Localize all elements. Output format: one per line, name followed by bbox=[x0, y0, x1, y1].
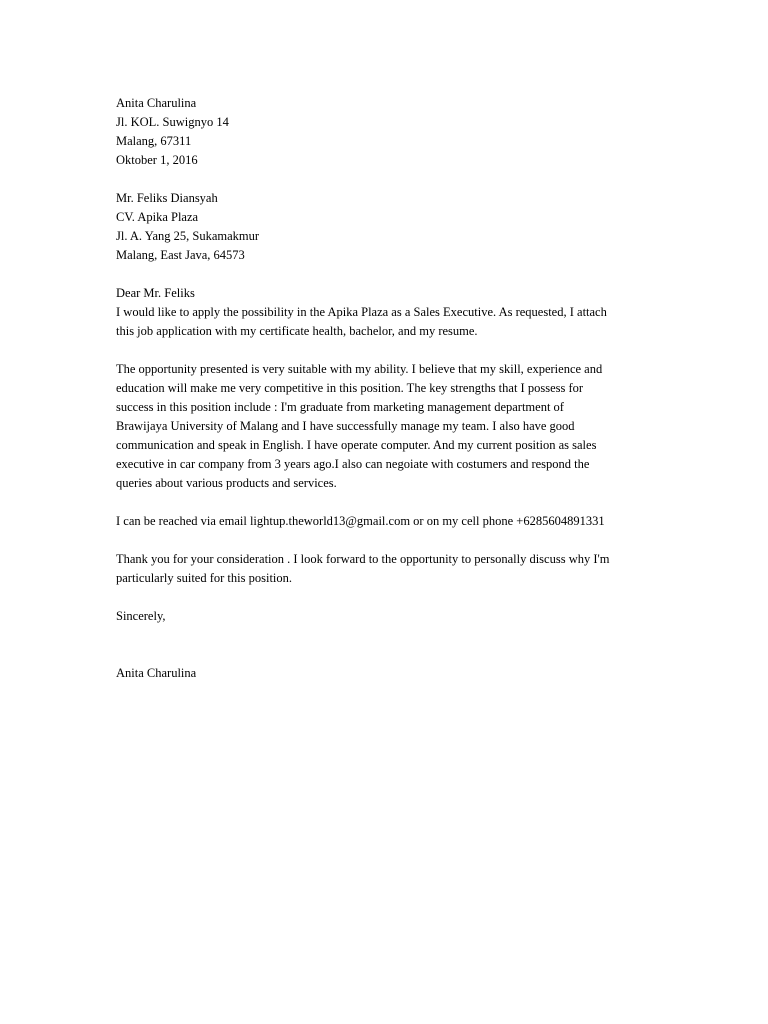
body-intro bbox=[116, 284, 661, 341]
signature-spacer bbox=[116, 626, 661, 664]
sender-address bbox=[116, 94, 661, 170]
paragraph-4-line-2: particularly suited for this position. bbox=[116, 571, 293, 585]
paragraph-2-line-3: success in this position include : I'm graduate from marketing management department of bbox=[116, 400, 564, 414]
sender-name: Anita Charulina bbox=[116, 96, 197, 110]
paragraph-2-line-6: executive in car company from 3 years ago.I also can negoiate with costumers and respond the bbox=[116, 457, 590, 471]
recipient-name: Mr. Feliks Diansyah bbox=[116, 191, 218, 205]
paragraph-2-line-2: education will make me very competitive in this position. The key strengths that I possess for bbox=[116, 381, 584, 395]
spacer bbox=[116, 493, 661, 512]
spacer bbox=[116, 588, 661, 607]
paragraph-2-line-5: communication and speak in English. I have operate computer. And my current position as sales bbox=[116, 438, 597, 452]
paragraph-2 bbox=[116, 360, 661, 493]
paragraph-1-line-2: this job application with my certificate health, bachelor, and my resume. bbox=[116, 324, 478, 338]
recipient-address bbox=[116, 189, 661, 265]
paragraph-4 bbox=[116, 550, 661, 588]
sender-city: Malang, 67311 bbox=[116, 134, 192, 148]
paragraph-2-line-4: Brawijaya University of Malang and I have successfully manage my team. I also have good bbox=[116, 419, 575, 433]
recipient-city: Malang, East Java, 64573 bbox=[116, 248, 245, 262]
spacer bbox=[116, 265, 661, 284]
recipient-street: Jl. A. Yang 25, Sukamakmur bbox=[116, 229, 260, 243]
spacer bbox=[116, 170, 661, 189]
spacer bbox=[116, 341, 661, 360]
spacer bbox=[116, 531, 661, 550]
paragraph-2-line-1: The opportunity presented is very suitable with my ability. I believe that my skill, experience and bbox=[116, 362, 603, 376]
paragraph-2-line-7: queries about various products and services. bbox=[116, 476, 337, 490]
recipient-company: CV. Apika Plaza bbox=[116, 210, 199, 224]
letter-date: Oktober 1, 2016 bbox=[116, 153, 198, 167]
cover-letter bbox=[116, 94, 661, 683]
paragraph-1-line-1: I would like to apply the possibility in the Apika Plaza as a Sales Executive. As requested, I attach bbox=[116, 305, 607, 319]
paragraph-3 bbox=[116, 512, 661, 531]
paragraph-4-line-1: Thank you for your consideration . I look forward to the opportunity to personally discuss why I'm bbox=[116, 552, 610, 566]
signature-block bbox=[116, 664, 661, 683]
closing-block bbox=[116, 607, 661, 626]
salutation: Dear Mr. Feliks bbox=[116, 286, 195, 300]
sender-street: Jl. KOL. Suwignyo 14 bbox=[116, 115, 229, 129]
closing: Sincerely, bbox=[116, 609, 166, 623]
contact-line: I can be reached via email lightup.theworld13@gmail.com or on my cell phone +6285604891331 bbox=[116, 514, 605, 528]
signature-name: Anita Charulina bbox=[116, 666, 197, 680]
